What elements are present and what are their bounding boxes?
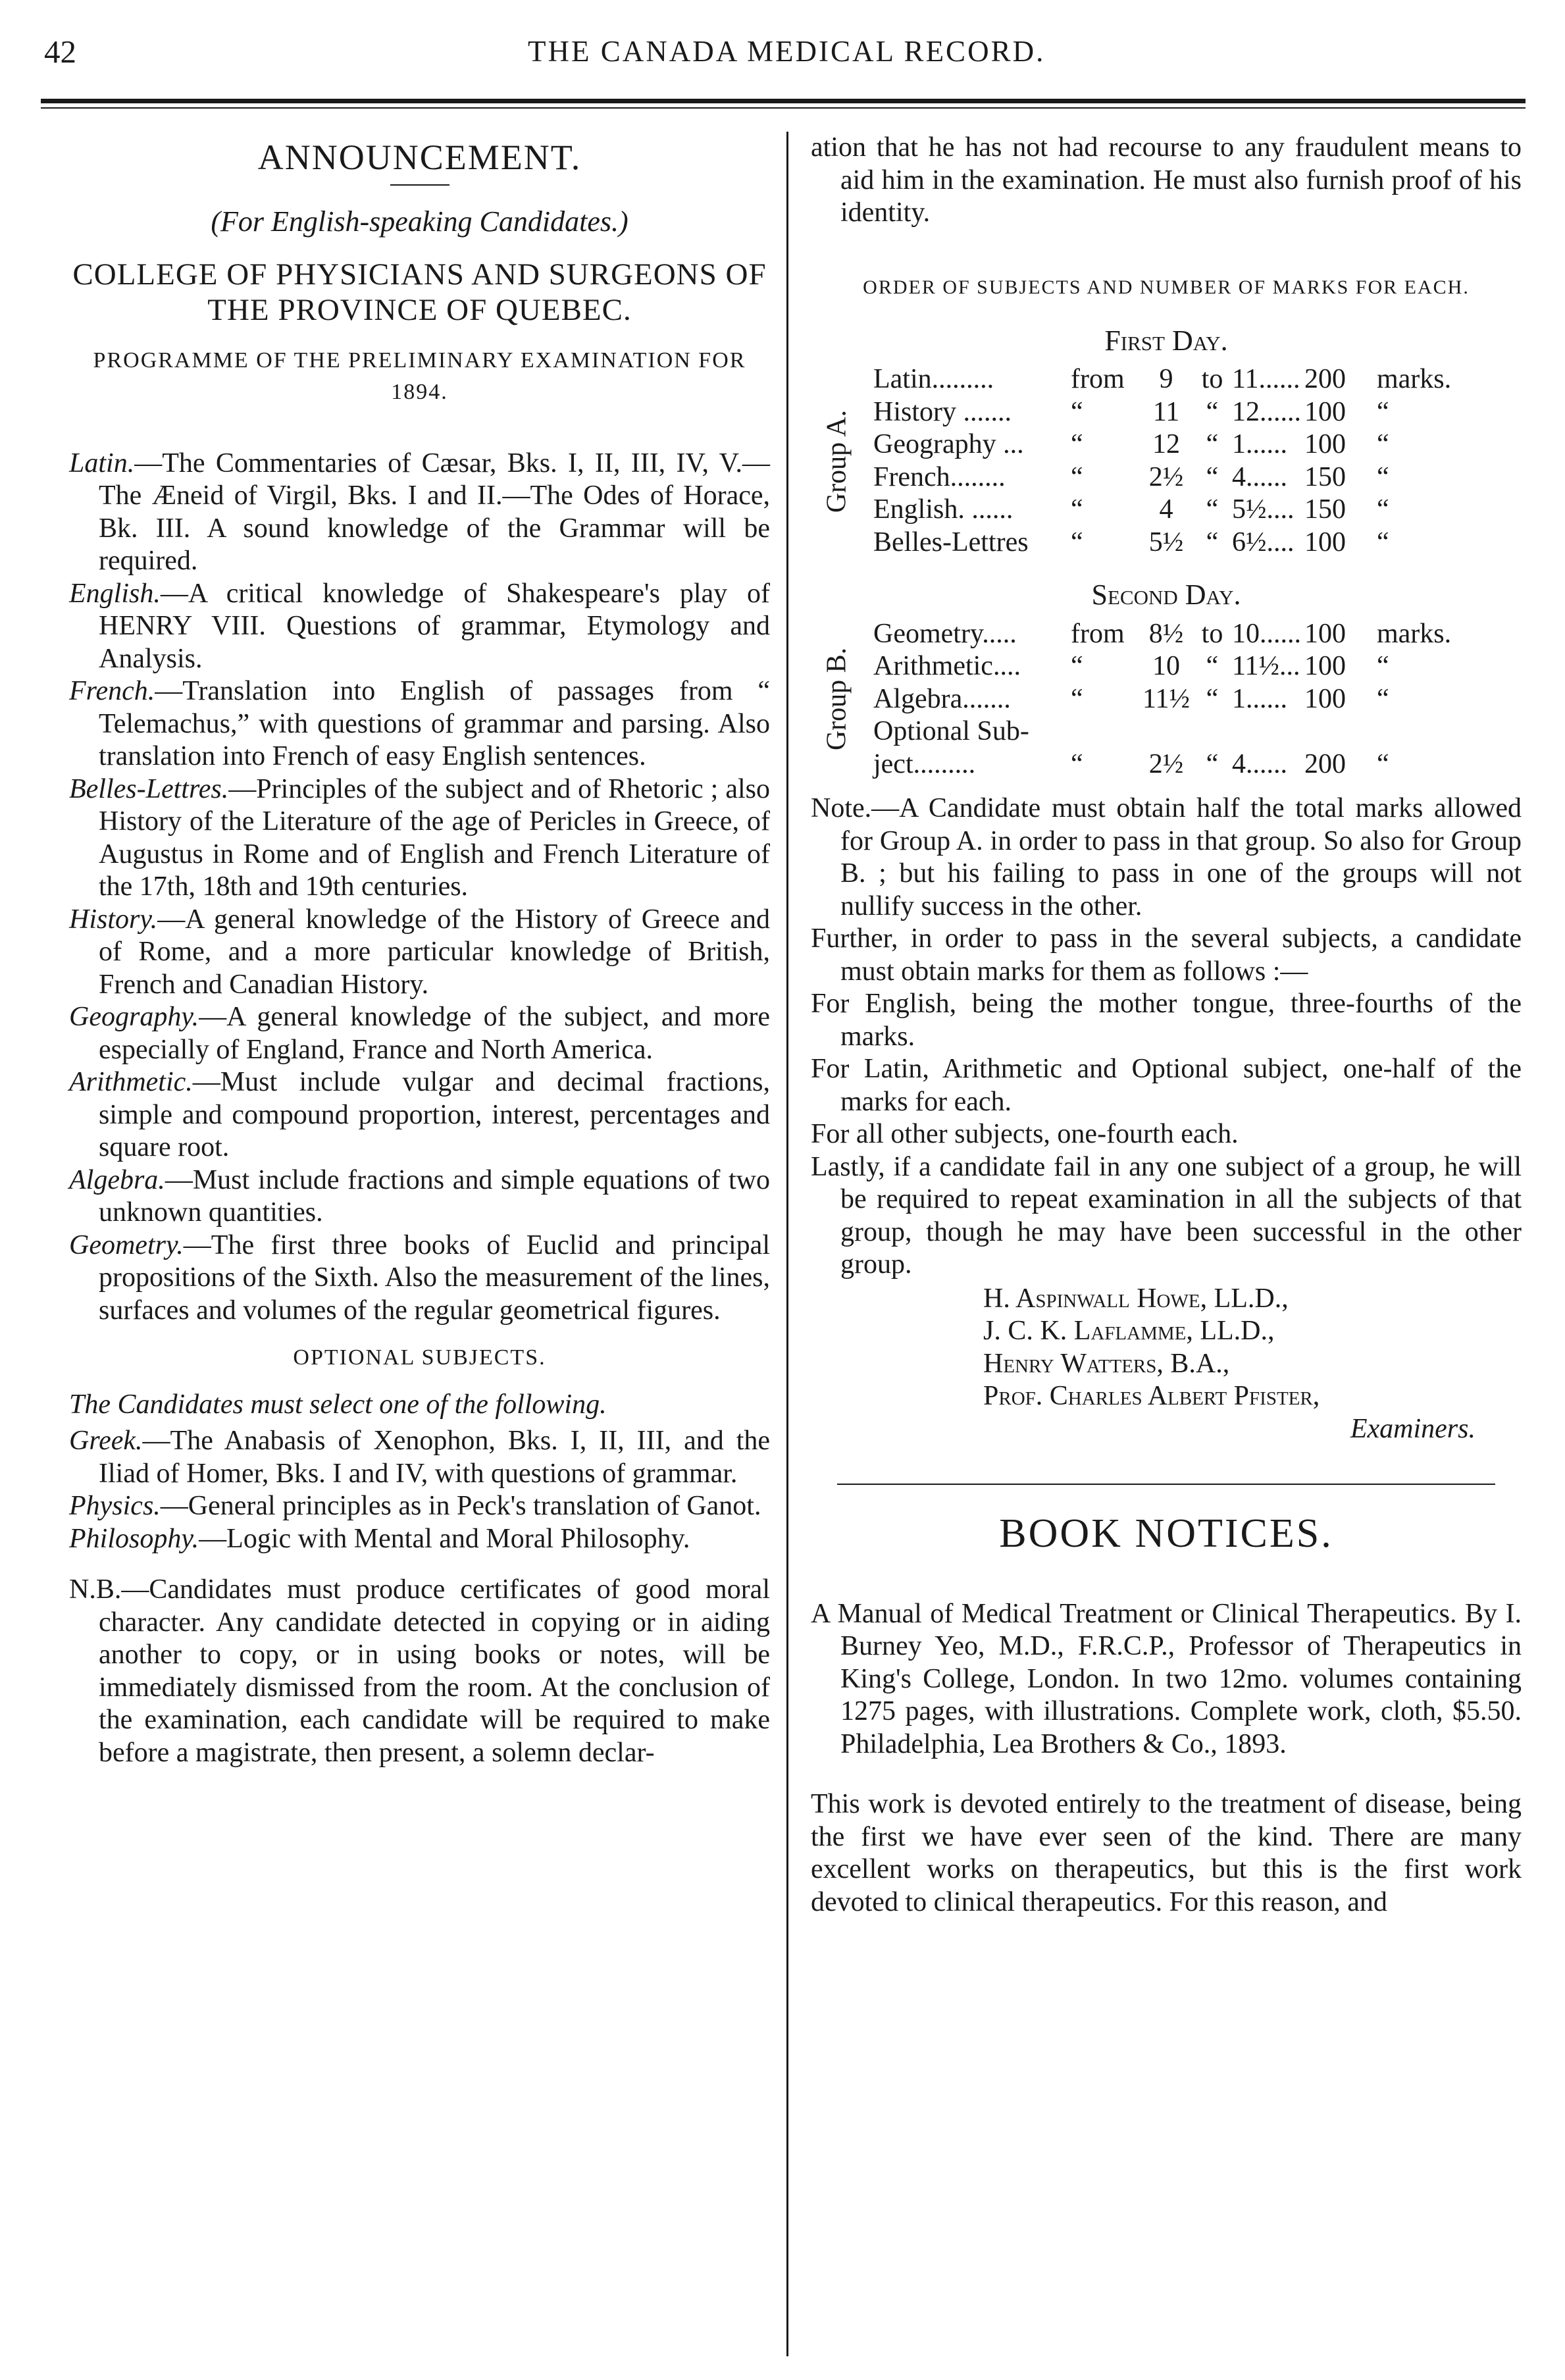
optional-label: Greek.: [69, 1426, 143, 1456]
marks-value: 100: [1304, 683, 1346, 714]
optional-label: Philosophy.: [69, 1523, 199, 1554]
subject-entry: [69, 578, 770, 676]
group-a-label-text: Group A.: [821, 409, 852, 513]
first-day-table: [873, 363, 1482, 559]
to-word: to: [1201, 618, 1223, 649]
continuation-paragraph: ation that he has not had recourse to any fraudulent means to aid him in the examination. He must also furnish proof of his identity.: [811, 132, 1522, 228]
to-word: “: [1206, 396, 1219, 427]
subject-text: —Translation into English of passages from “ Telemachus,” with questions of grammar and parsing. Also translation into French of easy English sentences.: [99, 676, 770, 771]
first-day-heading: First Day.: [1104, 324, 1228, 357]
header-rule: [41, 99, 1526, 103]
subject: English. ......: [873, 494, 1013, 525]
to-word: “: [1206, 651, 1219, 681]
subject: Arithmetic....: [873, 651, 1021, 681]
marks-value: 100: [1304, 618, 1346, 649]
subject: Latin.........: [873, 364, 994, 394]
marks-unit: “: [1377, 494, 1389, 525]
order-of-subjects-heading: ORDER OF SUBJECTS AND NUMBER OF MARKS FOR EACH.: [863, 276, 1470, 298]
to-time: 12......: [1232, 396, 1301, 427]
optional-list: [69, 1425, 770, 1555]
book-entry: A Manual of Medical Treatment or Clinical Therapeutics. By I. Burney Yeo, M.D., F.R.C.P., Professor of Therapeutics in King's College, London. In two 12mo. volumes containing 1275 pages, with illustrations. Complete work, cloth, $5.50. Philadelphia, Lea Brothers & Co., 1893.: [811, 1598, 1522, 1759]
optional-text: —The Anabasis of Xenophon, Bks. I, II, III, and the Iliad of Homer, Bks. I and IV, with questions of grammar.: [99, 1426, 770, 1489]
from-time: 2½: [1148, 461, 1184, 492]
to-word: [1193, 715, 1232, 748]
marks-unit: “: [1377, 396, 1389, 427]
marks-unit: [1377, 715, 1482, 748]
subject-entry: [69, 675, 770, 773]
schedule-row: [873, 396, 1482, 429]
programme-heading: PROGRAMME OF THE PRELIMINARY EXAMINATION FOR 1894.: [93, 348, 746, 404]
subject: Optional Sub-: [873, 716, 1029, 746]
section-rule: [837, 1484, 1495, 1485]
title-rule: [390, 184, 449, 186]
to-time: 11......: [1232, 364, 1300, 394]
from-word: “: [1071, 651, 1083, 681]
running-head: [28, 32, 1535, 78]
signatory-role: Examiners.: [1350, 1413, 1475, 1444]
subject-label: History.: [69, 904, 158, 935]
marks-value: 200: [1304, 748, 1346, 779]
subject-label: Belles-Lettres.: [69, 773, 229, 804]
subject-label: Geography.: [69, 1002, 199, 1032]
optional-text: —Logic with Mental and Moral Philosophy.: [199, 1523, 690, 1554]
announcement-title: ANNOUNCEMENT.: [257, 138, 582, 177]
subject-entry: [69, 1001, 770, 1066]
from-word: “: [1071, 396, 1083, 427]
marks-unit: marks.: [1377, 618, 1452, 649]
journal-title: THE CANADA MEDICAL RECORD.: [528, 35, 1046, 68]
subject: ject.........: [873, 748, 976, 779]
note-paragraph: Further, in order to pass in the several subjects, a candidate must obtain marks for them as follows :—: [811, 923, 1522, 987]
from-word: “: [1071, 494, 1083, 525]
second-day-table: [873, 618, 1482, 781]
to-time: 1......: [1232, 429, 1287, 459]
nb-label: N.B.: [69, 1574, 122, 1605]
note-paragraph: Lastly, if a candidate fail in any one subject of a group, he will be required to repeat examination in all the subjects of that group, though he may have been successful in the other group.: [811, 1151, 1522, 1280]
subject-text: —A general knowledge of the subject, and more especially of England, France and North America.: [99, 1002, 770, 1065]
book-notices-heading: BOOK NOTICES.: [999, 1511, 1333, 1556]
schedule-row: [873, 683, 1482, 716]
schedule-row: [873, 494, 1482, 527]
subject-text: —A general knowledge of the History of Greece and of Rome, and a more particular knowledge of British, French and Canadian History.: [99, 904, 770, 1000]
to-time: 4......: [1232, 461, 1287, 492]
signatory: J. C. K. Laflamme, LL.D.,: [983, 1316, 1275, 1346]
marks-unit: “: [1377, 527, 1389, 557]
to-word: “: [1206, 748, 1219, 779]
schedule-row: [873, 715, 1482, 748]
to-word: “: [1206, 429, 1219, 459]
from-word: “: [1071, 527, 1083, 557]
to-word: to: [1201, 364, 1223, 394]
page-number: 42: [44, 34, 76, 70]
group-b-label: [821, 648, 854, 751]
from-time: 5½: [1148, 527, 1184, 557]
right-column: [811, 132, 1522, 1946]
from-time: 11: [1152, 396, 1180, 427]
marks-value: 100: [1304, 527, 1346, 557]
note-paragraph: Note.—A Candidate must obtain half the total marks allowed for Group A. in order to pass in that group. So also for Group B. ; but his failing to pass in one of the groups will not nullify success in the other.: [811, 793, 1522, 921]
to-word: “: [1206, 461, 1219, 492]
to-time: 6½....: [1232, 527, 1295, 557]
subject-entry: [69, 904, 770, 1002]
subject-entry: [69, 448, 770, 578]
group-b-block: [811, 618, 1522, 781]
second-day-heading: Second Day.: [1091, 579, 1241, 611]
subject-list: [69, 448, 770, 1328]
marks-unit: “: [1377, 651, 1389, 681]
subject: Geometry.....: [873, 618, 1017, 649]
optional-entry: [69, 1523, 770, 1556]
from-time: [1140, 715, 1193, 748]
from-time: 4: [1159, 494, 1173, 525]
marks-value: 100: [1304, 651, 1346, 681]
optional-entry: [69, 1425, 770, 1490]
subject-label: Arithmetic.: [69, 1067, 193, 1097]
subject-text: —A critical knowledge of Shakespeare's play of HENRY VIII. Questions of grammar, Etymology and Analysis.: [99, 578, 770, 674]
marks-value: [1304, 715, 1377, 748]
to-time: 10......: [1232, 618, 1301, 649]
marks-value: 150: [1304, 461, 1346, 492]
schedule-row: [873, 428, 1482, 461]
subject-label: French.: [69, 676, 155, 706]
marks-value: 150: [1304, 494, 1346, 525]
note-paragraph: For English, being the mother tongue, three-fourths of the marks.: [811, 989, 1522, 1052]
marks-unit: “: [1377, 748, 1389, 779]
schedule-row: [873, 527, 1482, 559]
from-word: “: [1071, 461, 1083, 492]
subject-entry: [69, 1229, 770, 1328]
schedule-row: [873, 618, 1482, 651]
group-a-label: [821, 409, 854, 513]
from-word: “: [1071, 748, 1083, 779]
subject-text: —Must include fractions and simple equations of two unknown quantities.: [99, 1164, 770, 1228]
to-word: “: [1206, 494, 1219, 525]
subject-text: —The first three books of Euclid and principal propositions of the Sixth. Also the measurement of the lines, surfaces and volumes of the regular geometrical figures.: [99, 1229, 770, 1326]
schedule-row: [873, 748, 1482, 781]
subject-label: English.: [69, 578, 161, 609]
note-paragraph: For all other subjects, one-fourth each.: [811, 1119, 1239, 1149]
announcement-subtitle: (For English-speaking Candidates.): [211, 205, 629, 238]
review-paragraph: This work is devoted entirely to the treatment of disease, being the first we have ever seen of the kind. There are many excellent works on therapeutics, but this is the first work devoted to clinical therapeutics. For this reason, and: [811, 1789, 1522, 1917]
schedule-row: [873, 461, 1482, 494]
marks-value: 100: [1304, 429, 1346, 459]
marks-unit: “: [1377, 429, 1389, 459]
from-word: from: [1071, 618, 1125, 649]
subject: Belles-Lettres: [873, 527, 1029, 557]
subject-label: Latin.: [69, 448, 135, 479]
optional-label: Physics.: [69, 1491, 161, 1521]
subject-entry: [69, 1066, 770, 1164]
subject-label: Geometry.: [69, 1229, 184, 1260]
subject-label: Algebra.: [69, 1164, 165, 1195]
schedule-row: [873, 363, 1482, 396]
optional-entry: [69, 1490, 770, 1523]
schedule-row: [873, 650, 1482, 683]
optional-subjects-heading: OPTIONAL SUBJECTS.: [293, 1345, 546, 1370]
signatory: Prof. Charles Albert Pfister,: [983, 1381, 1320, 1411]
subject-text: —The Commentaries of Cæsar, Bks. I, II, III, IV, V.—The Æneid of Virgil, Bks. I and II.—The Odes of Horace, Bk. III. A sound knowledge of the Grammar will be required.: [99, 448, 770, 576]
to-time: 5½....: [1232, 494, 1295, 525]
to-time: 1......: [1232, 683, 1287, 714]
optional-subjects-lead: The Candidates must select one of the following.: [69, 1389, 607, 1420]
subject: French........: [873, 461, 1006, 492]
from-word: from: [1071, 364, 1125, 394]
from-time: 12: [1152, 429, 1180, 459]
nb-paragraph: [69, 1574, 770, 1769]
subject: History .......: [873, 396, 1012, 427]
college-name: COLLEGE OF PHYSICIANS AND SURGEONS OF THE PROVINCE OF QUEBEC.: [72, 257, 767, 327]
marks-value: 200: [1304, 364, 1346, 394]
to-time: [1232, 715, 1304, 748]
header-rule-thin: [41, 107, 1526, 109]
marks-value: 100: [1304, 396, 1346, 427]
subject-entry: [69, 773, 770, 904]
subject-text: —Principles of the subject and of Rhetoric ; also History of the Literature of the age of Pericles in Greece, of Augustus in Rome and of English and French Literature of the 17th, 18th and 19th centuries.: [99, 773, 770, 902]
notes: [811, 792, 1522, 1281]
marks-unit: “: [1377, 461, 1389, 492]
from-time: 8½: [1148, 618, 1184, 649]
signatory: Henry Watters, B.A.,: [983, 1348, 1230, 1379]
signatory: H. Aspinwall Howe, LL.D.,: [983, 1283, 1289, 1314]
marks-unit: “: [1377, 683, 1389, 714]
group-a-block: [811, 363, 1522, 559]
signatories: [811, 1283, 1522, 1413]
subject: Geography ...: [873, 429, 1024, 459]
from-time: 10: [1152, 651, 1180, 681]
to-time: 4......: [1232, 748, 1287, 779]
subject-entry: [69, 1164, 770, 1229]
from-time: 2½: [1148, 748, 1184, 779]
column-divider: [786, 132, 788, 2356]
from-time: 11½: [1142, 683, 1190, 714]
group-b-label-text: Group B.: [821, 648, 852, 751]
nb-text: —Candidates must produce certificates of good moral character. Any candidate detected in copying or in aiding another to copy, or in using books or notes, will be immediately dismissed from the room. At the conclusion of the examination, each candidate will be required to make before a magistrate, then present, a solemn declar-: [99, 1574, 770, 1768]
to-word: “: [1206, 683, 1219, 714]
to-time: 11½...: [1232, 651, 1300, 681]
left-column: [69, 132, 770, 1769]
from-word: “: [1071, 429, 1083, 459]
from-time: 9: [1159, 364, 1173, 394]
optional-text: —General principles as in Peck's translation of Ganot.: [160, 1491, 761, 1521]
marks-unit: marks.: [1377, 364, 1452, 394]
subject-text: —Must include vulgar and decimal fractions, simple and compound proportion, interest, percentages and square root.: [99, 1067, 770, 1162]
note-paragraph: For Latin, Arithmetic and Optional subject, one-half of the marks for each.: [811, 1054, 1522, 1117]
subject: Algebra.......: [873, 683, 1011, 714]
from-word: [1071, 715, 1140, 748]
to-word: “: [1206, 527, 1219, 557]
from-word: “: [1071, 683, 1083, 714]
